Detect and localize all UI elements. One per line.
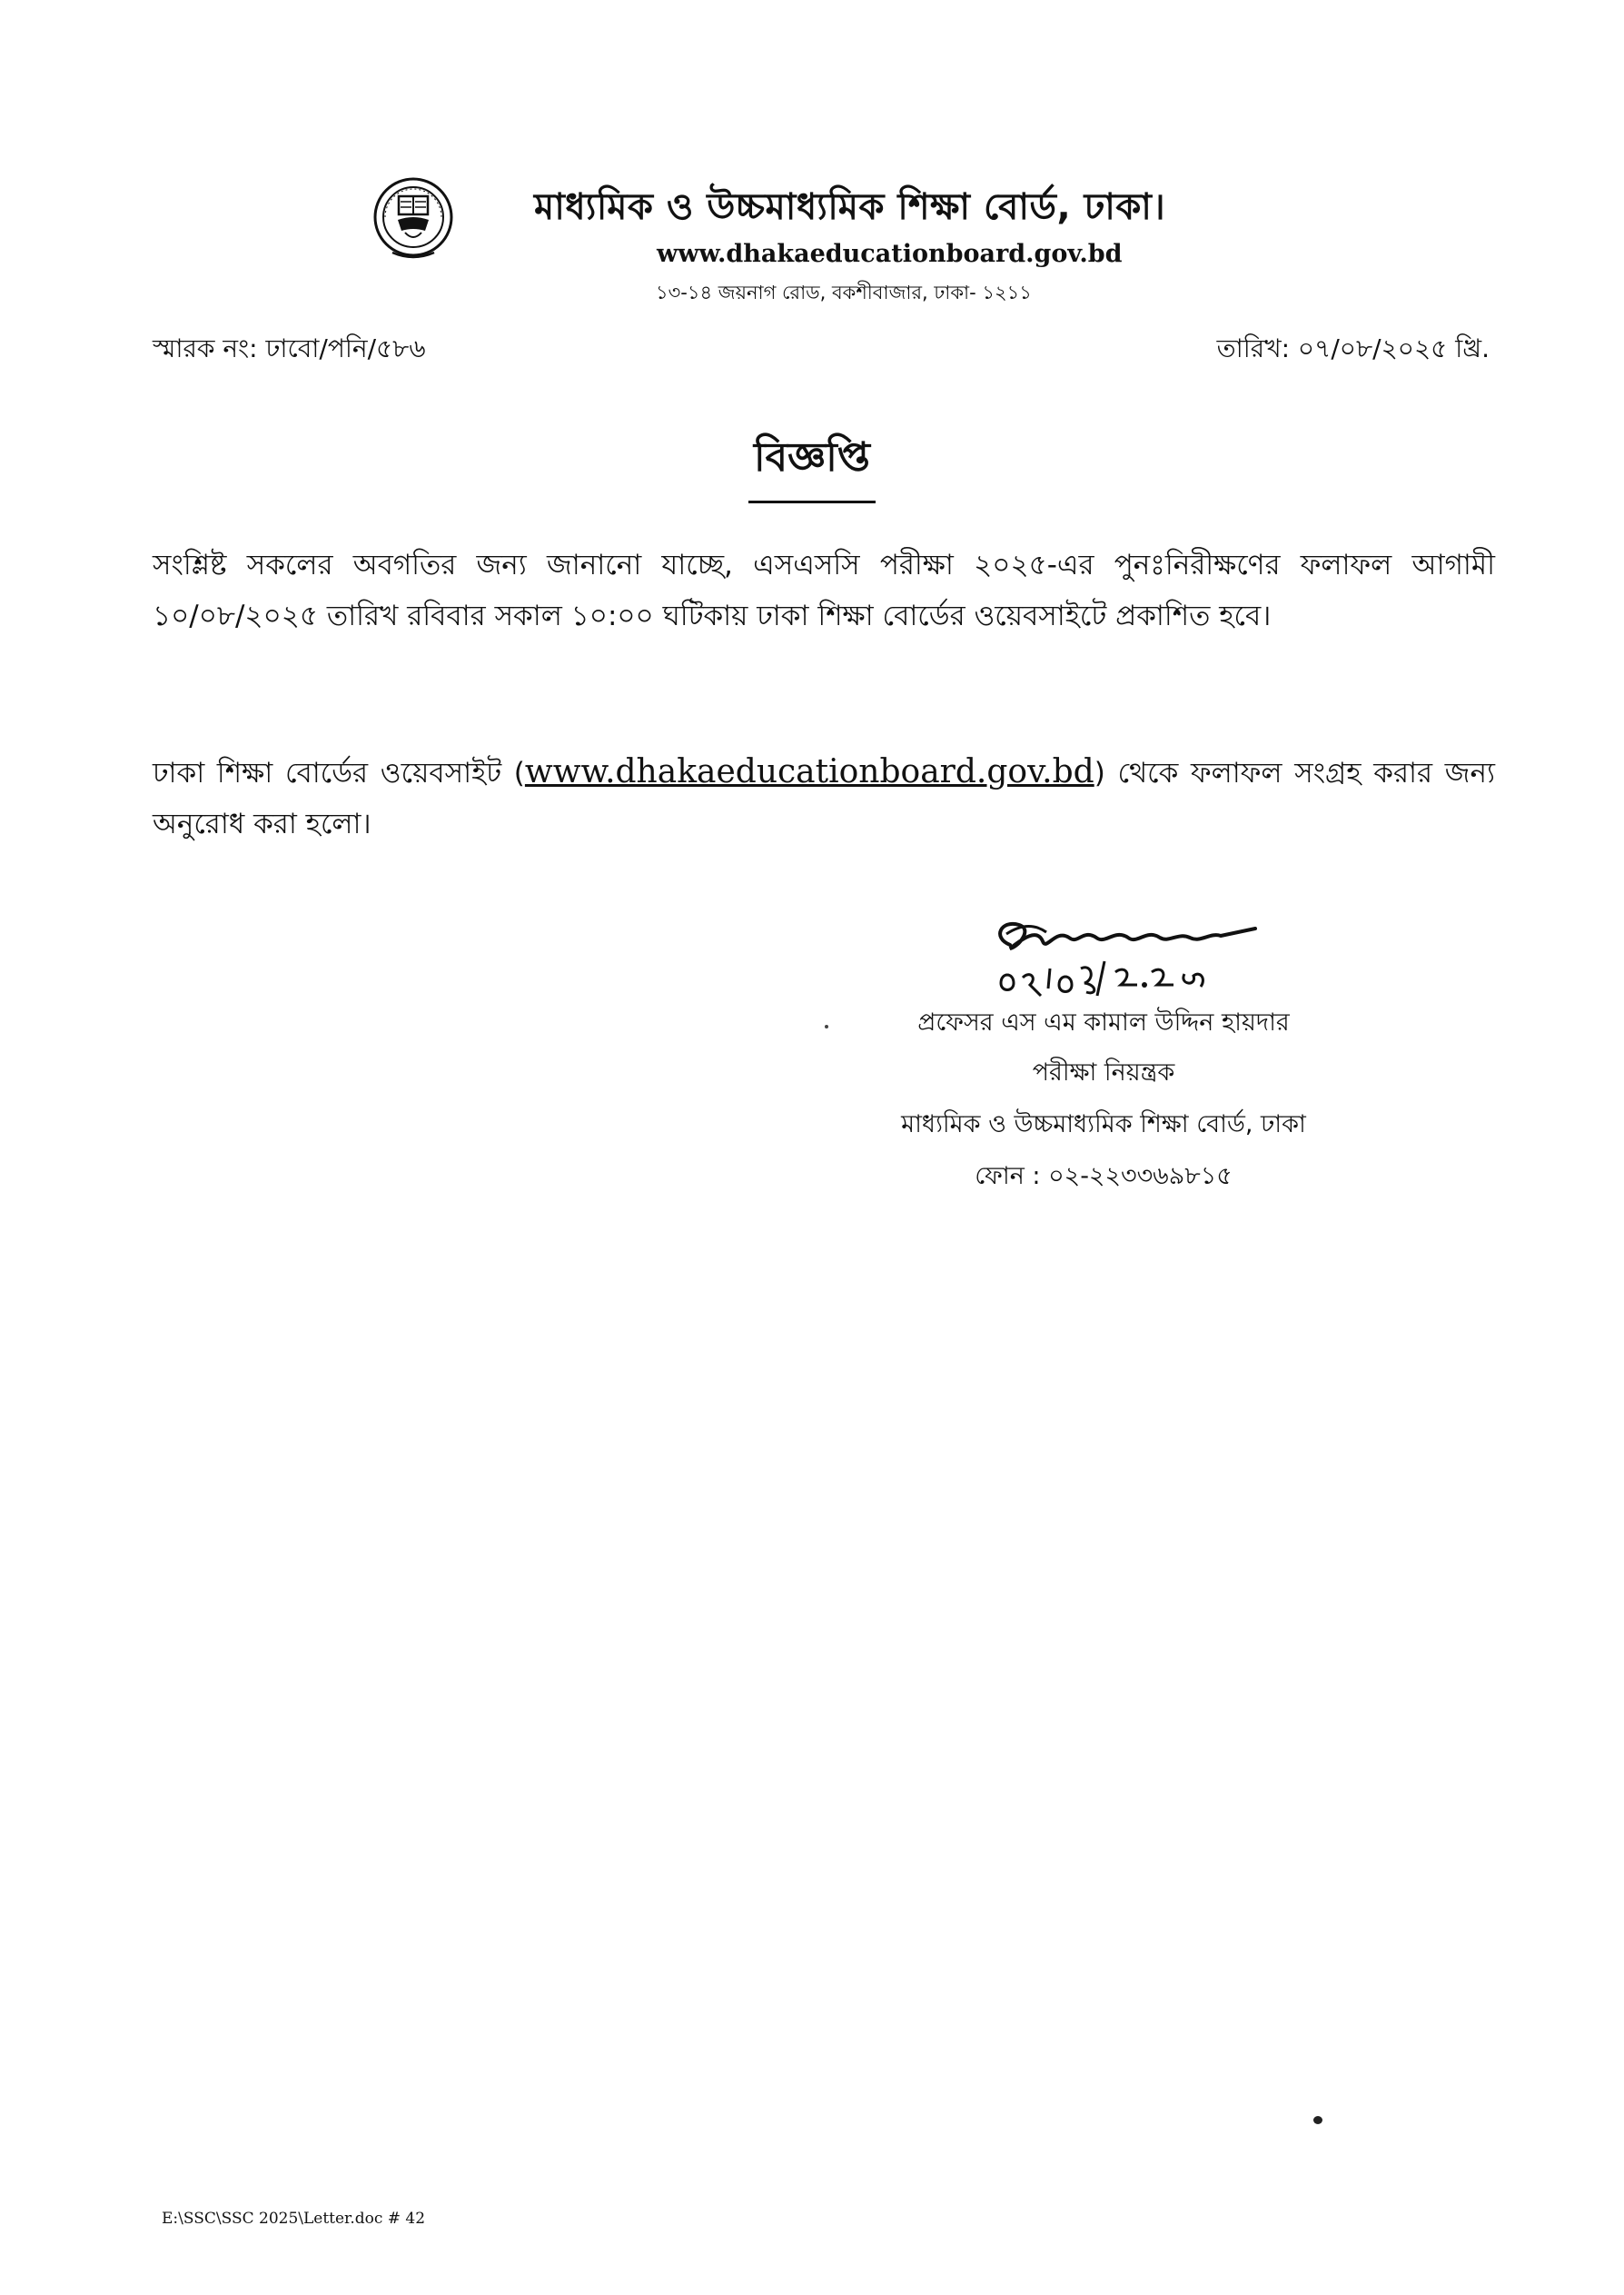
scan-speck bbox=[825, 1025, 828, 1028]
scan-speck bbox=[1313, 2116, 1322, 2124]
signatory-office: মাধ্যমিক ও উচ্চমাধ্যমিক শিক্ষা বোর্ড, ঢাকা bbox=[901, 1110, 1306, 1138]
notice-paragraph-1: সংশ্লিষ্ট সকলের অবগতির জন্য জানানো যাচ্ছে, এসএসসি পরীক্ষা ২০২৫-এর পুনঃনিরীক্ষণের ফলাফল আগামী ১০/০৮/২০২৫ তারিখ রবিবার সকাল ১০:০০ ঘটিকায় ঢাকা শিক্ষা বোর্ডের ওয়েবসাইটে প্রকাশিত হবে। bbox=[153, 549, 1495, 632]
memo-date: তারিখ: ০৭/০৮/২০২৫ খ্রি. bbox=[1216, 333, 1490, 363]
notice-title bbox=[0, 427, 1624, 503]
notice-paragraph-2 bbox=[153, 747, 1495, 849]
board-seal-icon bbox=[372, 174, 454, 263]
website-link[interactable]: www.dhakaeducationboard.gov.bd bbox=[524, 753, 1094, 790]
handwritten-signature bbox=[983, 901, 1292, 1010]
paragraph-2-lead: ঢাকা শিক্ষা বোর্ডের ওয়েবসাইট ( bbox=[153, 757, 525, 790]
memo-reference: স্মারক নং: ঢাবো/পনি/৫৮৬ bbox=[153, 333, 426, 363]
signatory-name: প্রফেসর এস এম কামাল উদ্দিন হায়দার bbox=[917, 1008, 1290, 1037]
notice-title-text: বিজ্ঞপ্তি bbox=[748, 427, 876, 503]
document-file-path: E:\SSC\SSC 2025\Letter.doc # 42 bbox=[162, 2210, 426, 2228]
board-name: মাধ্যমিক ও উচ্চমাধ্যমিক শিক্ষা বোর্ড, ঢাকা। bbox=[534, 186, 1166, 228]
signatory-phone: ফোন : ০২-২২৩৩৬৯৮১৫ bbox=[975, 1162, 1233, 1190]
paragraph-2-tail: ) থেকে ফলাফল সংগ্রহ করার জন্য অনুরোধ করা হলো। bbox=[153, 757, 1495, 840]
signatory-designation: পরীক্ষা নিয়ন্ত্রক bbox=[1032, 1058, 1175, 1087]
board-address: ১৩-১৪ জয়নাগ রোড, বকশীবাজার, ঢাকা- ১২১১ bbox=[656, 282, 1032, 303]
board-website[interactable]: www.dhakaeducationboard.gov.bd bbox=[657, 240, 1123, 268]
